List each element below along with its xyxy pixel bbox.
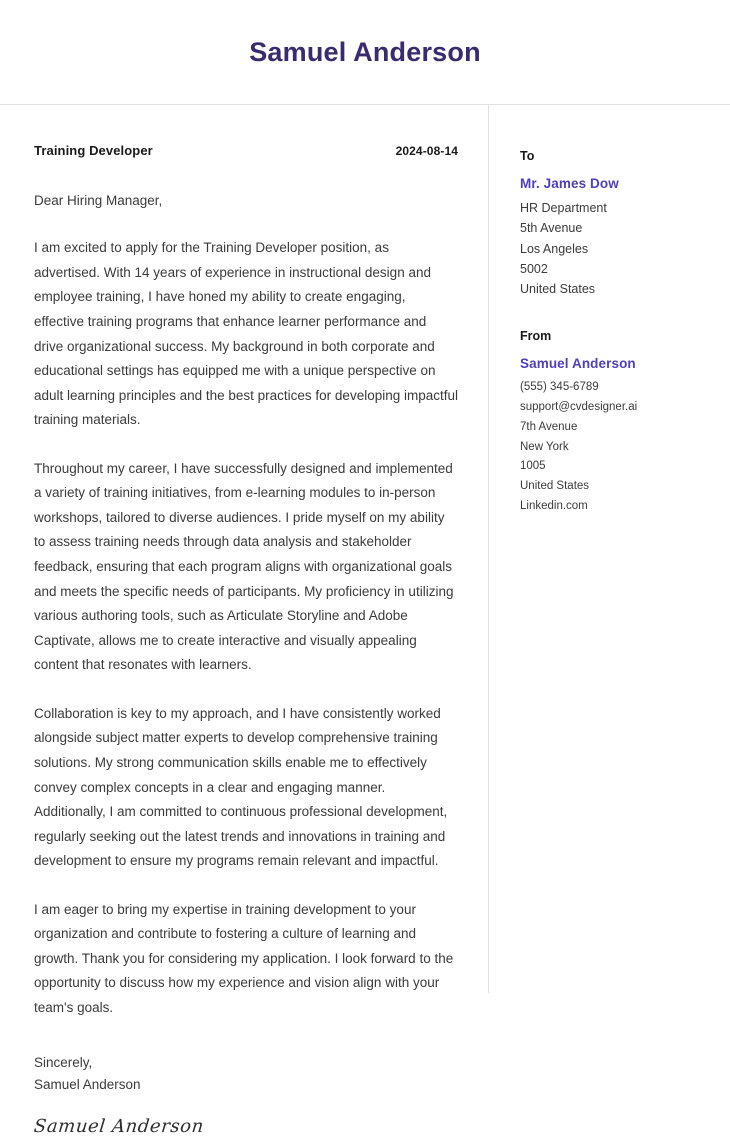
recipient-name: Mr. James Dow bbox=[520, 176, 619, 191]
sender-linkedin[interactable]: Linkedin.com bbox=[520, 499, 588, 512]
sender-email[interactable]: support@cvdesigner.ai bbox=[520, 401, 638, 414]
sender-phone: (555) 345-6789 bbox=[520, 381, 599, 394]
letter-body bbox=[0, 105, 730, 1137]
letter-header bbox=[0, 0, 730, 105]
page-title: Samuel Anderson bbox=[249, 36, 481, 67]
letter-date: 2024-08-14 bbox=[395, 144, 458, 158]
closing-word: Sincerely, bbox=[34, 1054, 93, 1070]
salutation: Dear Hiring Manager, bbox=[34, 193, 163, 208]
closing-name: Samuel Anderson bbox=[34, 1077, 141, 1093]
sender-line: 7th Avenue bbox=[520, 420, 578, 433]
recipient-line: Los Angeles bbox=[520, 241, 589, 256]
letter-paragraph: I am excited to apply for the Training Developer position, as advertised. With 14 years of experience in instructional design and employee training, I have honed my ability to create engaging, effective training programs that enhance learner performance and drive organizational success. My background in both corporate and educational settings has equipped me with a unique perspective on adult learning principles and the best practices for developing impactful training materials. bbox=[34, 240, 458, 428]
letter-main-column bbox=[0, 105, 488, 1137]
signature-image: Samuel Anderson bbox=[32, 1116, 206, 1137]
recipient-line: 5th Avenue bbox=[520, 221, 583, 236]
recipient-line: United States bbox=[520, 282, 596, 296]
letter-side-column bbox=[489, 105, 730, 547]
sender-line: 1005 bbox=[520, 460, 546, 473]
recipient-heading: To bbox=[520, 149, 535, 163]
letter-paragraph: I am eager to bring my expertise in training development to your organization and contribute to fostering a culture of learning and growth. Thank you for considering my application. I look forward to the opportunity to discuss how my experience and vision align with your team's goals. bbox=[34, 901, 454, 1015]
title-date-row bbox=[34, 143, 458, 158]
sender-heading: From bbox=[520, 329, 552, 344]
recipient-block bbox=[520, 149, 710, 299]
recipient-line: HR Department bbox=[520, 201, 607, 215]
letter-paragraph: Throughout my career, I have successfully designed and implemented a variety of training initiatives, from e-learning modules to in-person workshops, tailored to diverse audiences. I pride myself on my ability to assess training needs through data analysis and stakeholder feedback, ensuring that each program aligns with organizational goals and meets the specific needs of participants. My proficiency in utilizing various authoring tools, such as Articulate Storyline and Adobe Captivate, allows me to create interactive and visually appealing content that resonates with learners. bbox=[34, 460, 454, 673]
sender-block bbox=[520, 329, 710, 516]
closing-block bbox=[34, 1053, 458, 1097]
letter-paragraph: Collaboration is key to my approach, and I have consistently worked alongside subject matter experts to develop comprehensive training solutions. My strong communication skills enable me to effectively convey complex concepts in a clear and engaging manner. Additionally, I am committed to continuous professional development, regularly seeking out the latest trends and innovations in training and development to ensure my programs remain relevant and impactful. bbox=[34, 705, 448, 869]
sender-name: Samuel Anderson bbox=[520, 356, 636, 372]
recipient-line: 5002 bbox=[520, 261, 548, 276]
sender-line: New York bbox=[520, 440, 569, 453]
job-title: Training Developer bbox=[34, 143, 153, 158]
sender-line: United States bbox=[520, 480, 590, 493]
